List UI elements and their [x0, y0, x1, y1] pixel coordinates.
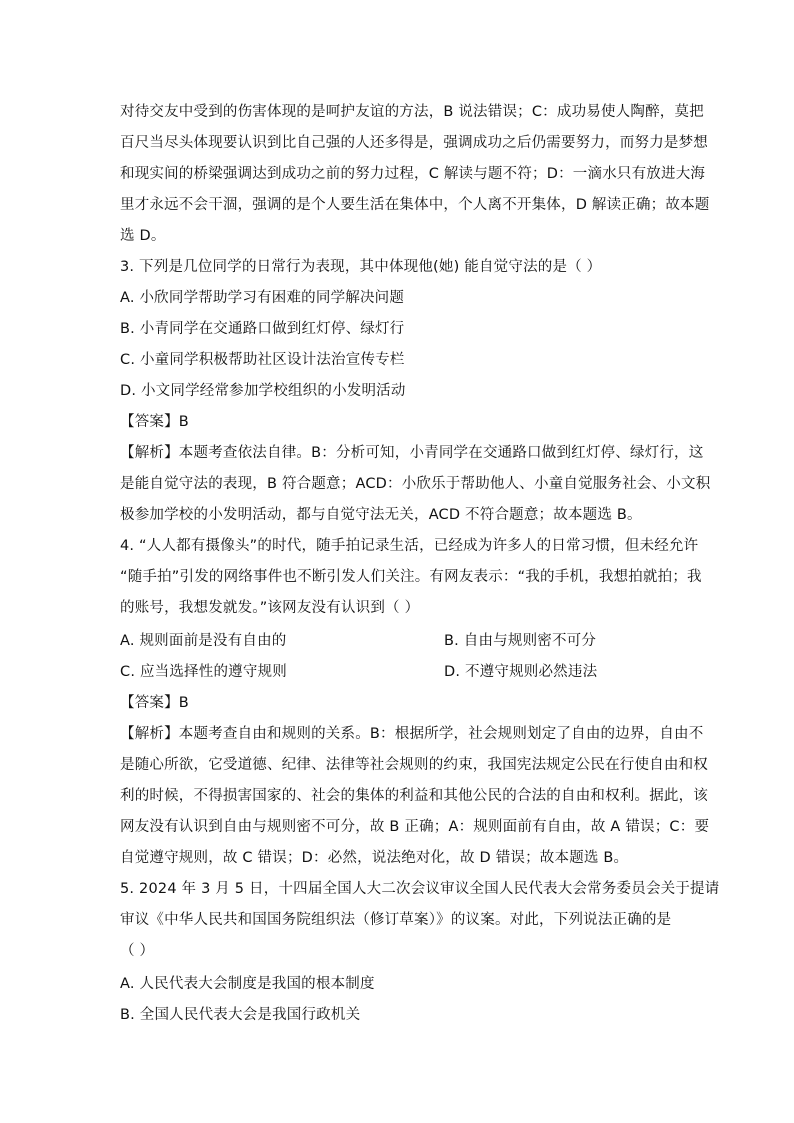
question-4-analysis: 自觉遵守规则，故 C 错误；D：必然，说法绝对化，故 D 错误；故本题选 B。 [120, 850, 629, 866]
question-4-option-c: C. 应当选择性的遵守规则 [120, 664, 287, 680]
text-line: 里才永远不会干涸，强调的是个人要生活在集体中，个人离不开集体，D 解读正确；故本题 [120, 197, 710, 213]
text-line: 对待交友中受到的伤害体现的是呵护友谊的方法，B 说法错误；C：成功易使人陶醉，莫把 [120, 104, 704, 120]
question-5-stem: 5. 2024 年 3 月 5 日，十四届全国人大二次会议审议全国人民代表大会常务委员会关于提请 [120, 881, 720, 897]
text-line: 和现实间的桥梁强调达到成功之前的努力过程，C 解读与题不符；D：一滴水只有放进大海 [120, 166, 706, 182]
question-4-analysis: 网友没有认识到自由与规则密不可分，故 B 正确；A：规则面前有自由，故 A 错误；C：要 [120, 819, 710, 835]
question-4-analysis: 是随心所欲，它受道德、纪律、法律等社会规则的约束，我国宪法规定公民在行使自由和权 [120, 757, 708, 773]
question-5-stem: 审议《中华人民共和国国务院组织法（修订草案）》的议案。对此，下列说法正确的是 [120, 912, 672, 928]
question-4-answer: 【答案】B [120, 695, 189, 711]
question-4-analysis: 利的时候，不得损害国家的、社会的集体的利益和其他公民的合法的自由和权利。据此，该 [120, 788, 708, 804]
question-4-analysis: 【解析】本题考查自由和规则的关系。B：根据所学，社会规则划定了自由的边界，自由不 [120, 726, 704, 742]
question-4-option-a: A. 规则面前是没有自由的 [120, 633, 287, 649]
question-5-option-b: B. 全国人民代表大会是我国行政机关 [120, 1007, 361, 1023]
question-3-option-b: B. 小青同学在交通路口做到红灯停、绿灯行 [120, 321, 405, 337]
question-3-option-d: D. 小文同学经常参加学校组织的小发明活动 [120, 383, 406, 399]
question-4-option-b: B. 自由与规则密不可分 [444, 633, 597, 649]
text-line: 百尺当尽头体现要认识到比自己强的人还多得是，强调成功之后仍需要努力，而努力是梦想 [120, 135, 708, 151]
text-line: 选 D。 [120, 228, 166, 244]
question-4-stem: “随手拍”引发的网络事件也不断引发人们关注。有网友表示：“我的手机，我想拍就拍；我 [120, 569, 702, 585]
question-3-answer: 【答案】B [120, 414, 189, 430]
question-3-option-c: C. 小童同学积极帮助社区设计法治宣传专栏 [120, 352, 405, 368]
question-3-option-a: A. 小欣同学帮助学习有困难的同学解决问题 [120, 290, 405, 306]
question-3-analysis: 是能自觉守法的表现，B 符合题意；ACD：小欣乐于帮助他人、小童自觉服务社会、小文积 [120, 476, 711, 492]
question-4-stem: 4. “人人都有摄像头”的时代，随手拍记录生活，已经成为许多人的日常习惯，但未经允许 [120, 538, 699, 554]
question-4-option-d: D. 不遵守规则必然违法 [444, 664, 598, 680]
question-3-analysis: 极参加学校的小发明活动，都与自觉守法无关，ACD 不符合题意；故本题选 B。 [120, 507, 642, 523]
question-5-stem: （ ） [120, 943, 155, 959]
question-3-stem: 3. 下列是几位同学的日常行为表现，其中体现他(她) 能自觉守法的是（ ） [120, 259, 602, 275]
question-4-stem: 的账号，我想发就发。”该网友没有认识到（ ） [120, 600, 420, 616]
question-3-analysis: 【解析】本题考查依法自律。B：分析可知，小青同学在交通路口做到红灯停、绿灯行，这 [120, 445, 704, 461]
question-5-option-a: A. 人民代表大会制度是我国的根本制度 [120, 976, 375, 992]
